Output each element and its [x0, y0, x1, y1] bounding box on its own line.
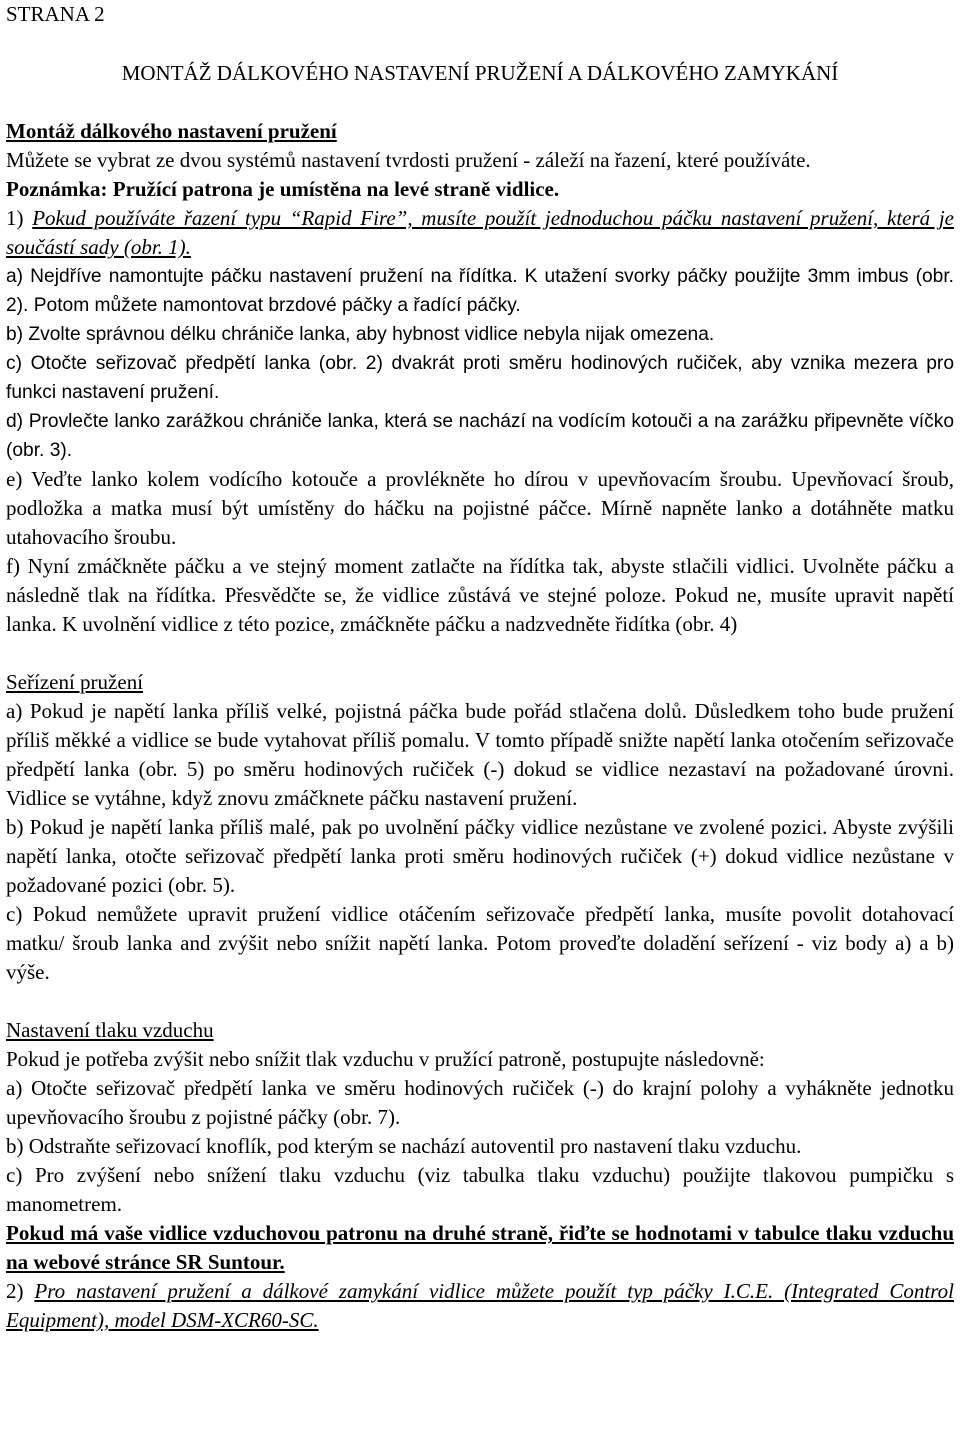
- item-1-text: Pokud používáte řazení typu “Rapid Fire”, musíte použít jednoduchou páčku nastavení pružení, která je součástí sady (obr. 1).: [6, 206, 954, 259]
- mounting-item-a: a) Nejdříve namontujte páčku nastavení pružení na řídítka. K utažení svorky páčky použijte 3mm imbus (obr. 2). Potom můžete namontovat brzdové páčky a řadící páčky.: [6, 266, 954, 316]
- spacer: [6, 987, 954, 1016]
- adjustment-item-b: b) Pokud je napětí lanka příliš malé, pak po uvolnění páčky vidlice nezůstane ve zvolené pozici. Abyste zvýšili napětí lanka, otočte seřizovač předpětí lanka proti směru hodinových ručiček (+) dokud vidlice nezůstane v požadované pozici (obr. 5).: [6, 815, 954, 897]
- air-item-b: b) Odstraňte seřizovací knoflík, pod kterým se nachází autoventil pro nastavení tlaku vzduchu.: [6, 1134, 802, 1158]
- mounting-item-e: e) Veďte lanko kolem vodícího kotouče a provlékněte ho dírou v upevňovacím šroubu. Upevňovací šroub, podložka a matka musí být umístěny do háčku na pojistné páčce. Mírně napněte lanko a dotáhněte matku utahovacího šroubu.: [6, 467, 954, 549]
- section-heading-adjustment: Seřízení pružení: [6, 670, 144, 694]
- mounting-intro: Můžete se vybrat ze dvou systémů nastavení tvrdosti pružení - záleží na řazení, které používáte.: [6, 148, 811, 172]
- section-remote-mounting: [6, 117, 954, 639]
- air-warning: Pokud má vaše vidlice vzduchovou patronu na druhé straně, řiďte se hodnotami v tabulce tlaku vzduchu na webové stránce SR Suntour.: [6, 1221, 954, 1274]
- mounting-item-d: d) Provlečte lanko zarážkou chrániče lanka, která se nachází na vodícím kotouči a na zarážku připevněte víčko (obr. 3).: [6, 411, 954, 461]
- mounting-item-f: f) Nyní zmáčkněte páčku a ve stejný moment zatlačte na řídítka tak, abyste stlačili vidlici. Uvolněte páčku a následně tlak na řídítka. Přesvědčte se, že vidlice zůstává ve stejné poloze. Pokud ne, musíte upravit napětí lanka. K uvolnění vidlice z této pozice, zmáčkněte páčku a nadzvedněte řidítka (obr. 4): [6, 554, 954, 636]
- section-heading-air-pressure: Nastavení tlaku vzduchu: [6, 1018, 214, 1042]
- mounting-note: Poznámka: Pružící patrona je umístěna na levé straně vidlice.: [6, 177, 560, 201]
- item-2-prefix: 2): [6, 1279, 35, 1303]
- page-title: MONTÁŽ DÁLKOVÉHO NASTAVENÍ PRUŽENÍ A DÁLKOVÉHO ZAMYKÁNÍ: [121, 61, 839, 85]
- adjustment-item-c: c) Pokud nemůžete upravit pružení vidlice otáčením seřizovače předpětí lanka, musíte povolit dotahovací matku/ šroub lanka and zvýšit nebo snížit napětí lanka. Potom proveďte doladění seřízení - viz body a) a b) výše.: [6, 902, 954, 984]
- section-air-pressure: [6, 1016, 954, 1335]
- page-number: STRANA 2: [6, 2, 105, 26]
- item-2-text: Pro nastavení pružení a dálkové zamykání vidlice můžete použít typ páčky I.C.E. (Integrated Control Equipment), model DSM-XCR60-SC.: [6, 1279, 954, 1332]
- air-intro: Pokud je potřeba zvýšit nebo snížit tlak vzduchu v pružící patroně, postupujte následovně:: [6, 1047, 765, 1071]
- mounting-item-1: [6, 204, 954, 262]
- adjustment-item-a: a) Pokud je napětí lanka příliš velké, pojistná páčka bude pořád stlačena dolů. Důsledkem toho bude pružení příliš měkké a vidlice se bude vytahovat příliš pomalu. V tomto případě snižte napětí lanka otočením seřizovače předpětí lanka (obr. 5) po směru hodinových ručiček (-) dokud se vidlice nezastaví na požadované úrovni. Vidlice se vytáhne, když znovu zmáčknete páčku nastavení pružení.: [6, 699, 954, 810]
- section-suspension-adjustment: [6, 668, 954, 987]
- section-heading-mounting: Montáž dálkového nastavení pružení: [6, 119, 337, 143]
- item-1-prefix: 1): [6, 206, 33, 230]
- air-item-a: a) Otočte seřizovač předpětí lanka ve směru hodinových ručiček (-) do krajní polohy a vyhákněte jednotku upevňovacího šroubu z pojistné páčky (obr. 7).: [6, 1076, 954, 1129]
- air-item-c: c) Pro zvýšení nebo snížení tlaku vzduchu (viz tabulka tlaku vzduchu) použijte tlakovou pumpičku s manometrem.: [6, 1163, 954, 1216]
- air-item-2: [6, 1277, 954, 1335]
- mounting-item-c: c) Otočte seřizovač předpětí lanka (obr. 2) dvakrát proti směru hodinových ručiček, aby vznika mezera pro funkci nastavení pružení.: [6, 353, 954, 403]
- mounting-item-b: b) Zvolte správnou délku chrániče lanka, aby hybnost vidlice nebyla nijak omezena.: [6, 324, 715, 345]
- spacer: [6, 639, 954, 668]
